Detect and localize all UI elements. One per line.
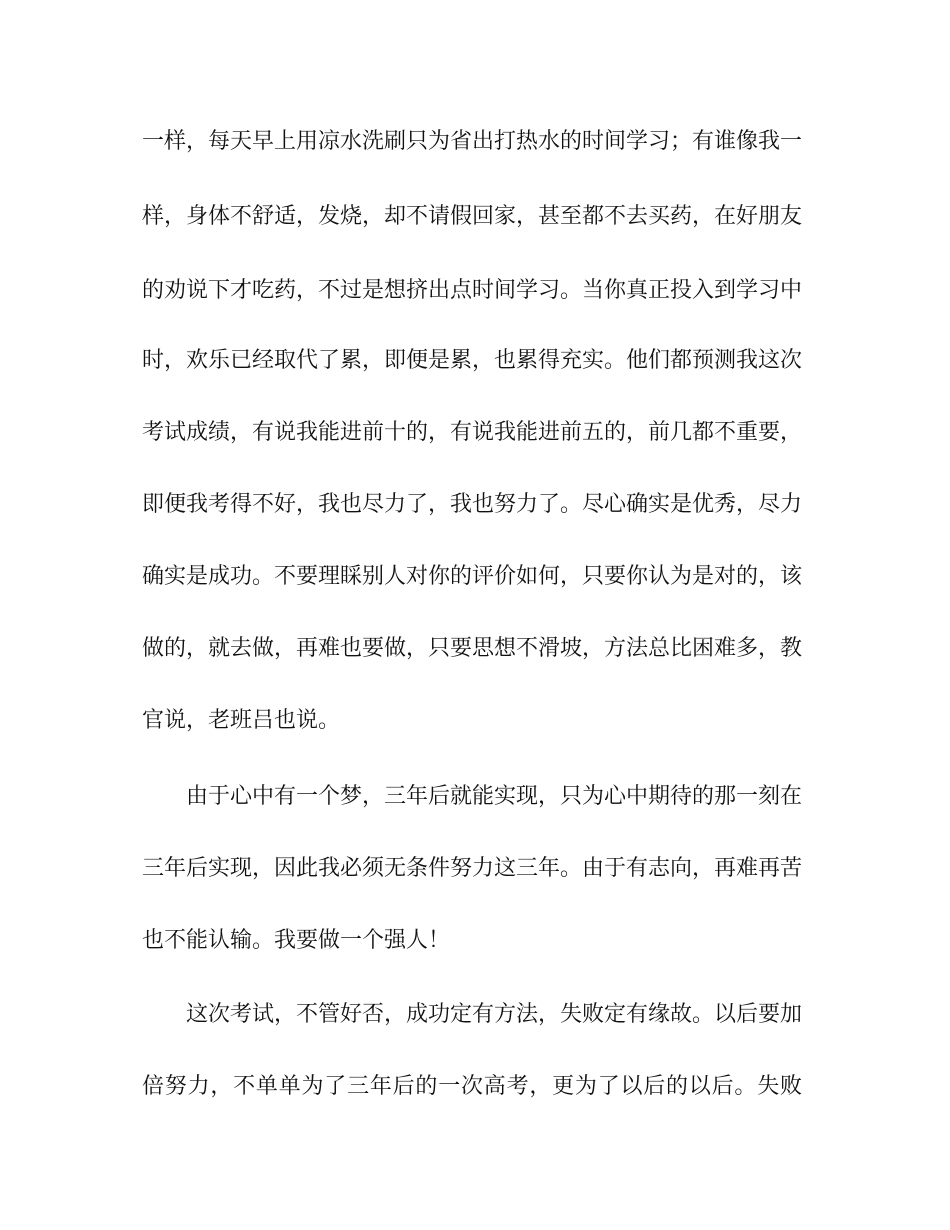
paragraph-last-line: 也不能认输。我要做一个强人！ xyxy=(142,928,451,953)
text-line: 考试成绩，有说我能进前十的，有说我能进前五的，前几都不重要， xyxy=(142,420,803,445)
paragraph-last-line: 官说，老班吕也说。 xyxy=(142,708,341,733)
text-line: 做的，就去做，再难也要做，只要思想不滑坡，方法总比困难多，教 xyxy=(142,636,803,661)
text-line: 时，欢乐已经取代了累，即便是累，也累得充实。他们都预测我这次 xyxy=(142,348,803,373)
text-line: 倍努力，不单单为了三年后的一次高考，更为了以后的以后。失败 xyxy=(142,1074,802,1099)
text-line: 一样，每天早上用凉水洗刷只为省出打热水的时间学习；有谁像我一 xyxy=(142,129,803,154)
paragraph-first-line: 这次考试，不管好否，成功定有方法，失败定有缘故。以后要加 xyxy=(186,1002,803,1027)
paragraph-first-line: 由于心中有一个梦，三年后就能实现，只为心中期待的那一刻在 xyxy=(186,784,803,809)
text-line: 确实是成功。不要理睬别人对你的评价如何，只要你认为是对的，该 xyxy=(142,564,803,589)
text-line: 即便我考得不好，我也尽力了，我也努力了。尽心确实是优秀，尽力 xyxy=(142,492,803,517)
text-line: 样，身体不舒适，发烧，却不请假回家，甚至都不去买药，在好朋友 xyxy=(142,204,803,229)
text-line: 的劝说下才吃药，不过是想挤出点时间学习。当你真正投入到学习中 xyxy=(142,278,803,303)
text-line: 三年后实现，因此我必须无条件努力这三年。由于有志向，再难再苦 xyxy=(142,856,803,881)
